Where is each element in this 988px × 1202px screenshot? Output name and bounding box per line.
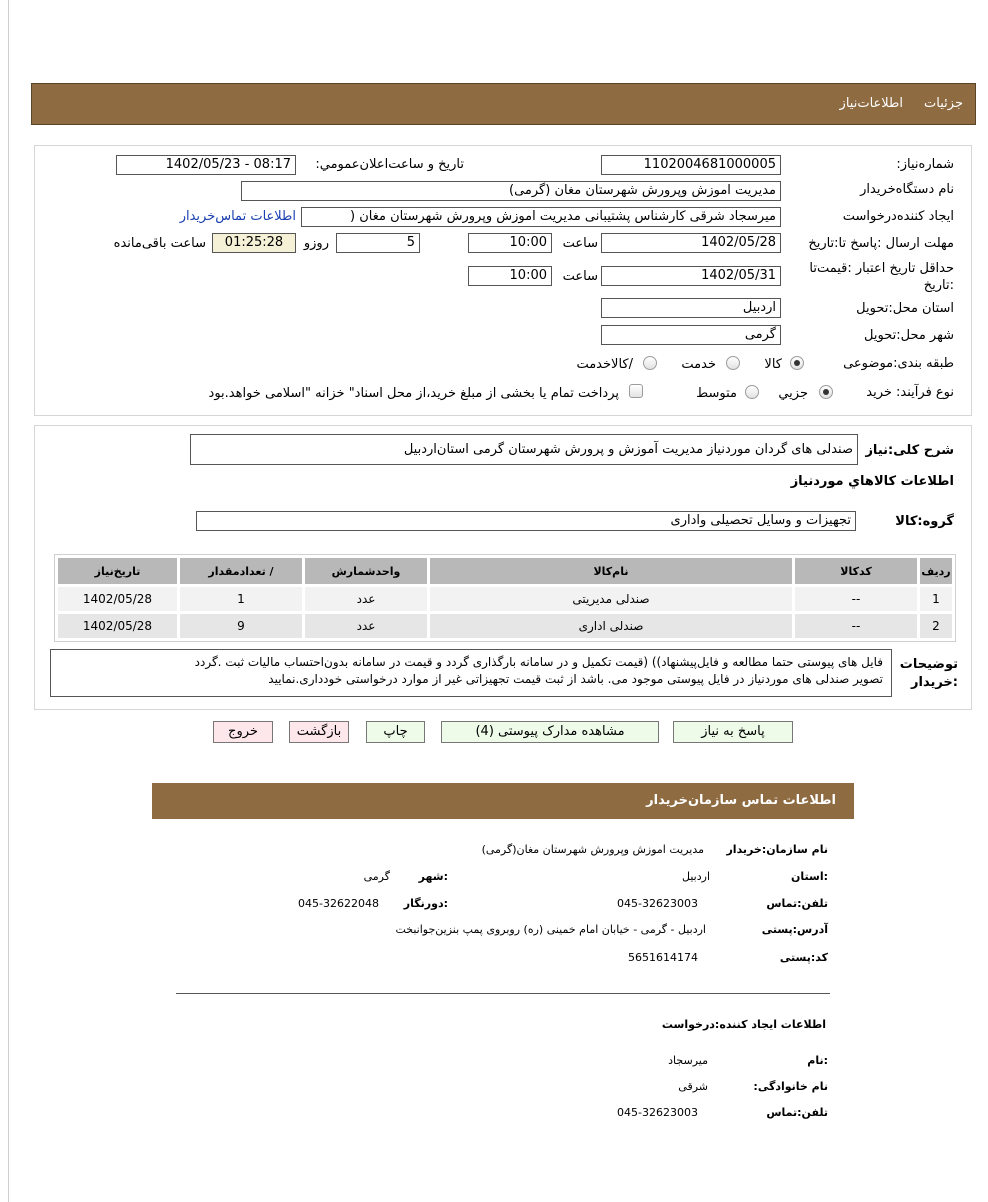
tab-details[interactable]: جزئیات (924, 96, 963, 111)
category-goods-label: کالا (764, 357, 782, 372)
group-label: گروه:کالا (895, 514, 954, 529)
cell-unit: عدد (305, 614, 427, 638)
col-qty: / تعدادمقدار (180, 558, 302, 584)
contact-postal-value: 5651614174 (628, 951, 698, 964)
cell-name: صندلی اداری (430, 614, 792, 638)
need-number-label: شماره‌نیاز: (896, 157, 954, 172)
buyer-contact-link[interactable]: اطلاعات تماس‌خریدار (179, 209, 296, 224)
announce-label: تاریخ و ساعت‌اعلان‌عمومي: (315, 157, 464, 172)
province-label: استان محل:تحویل (856, 301, 954, 316)
creator-family-value: شرقی (678, 1080, 708, 1093)
process-label: نوع فرآیند: خرید (866, 385, 954, 400)
remaining-time-label: ساعت باقی‌مانده (113, 236, 206, 251)
contact-org-label: نام سازمان:خریدار (726, 843, 828, 856)
cell-unit: عدد (305, 587, 427, 611)
table-header-row (58, 558, 952, 584)
process-medium-label: متوسط (696, 386, 737, 401)
contact-fax-value: 045-32622048 (298, 897, 379, 910)
items-heading: اطلاعات کالاهاي موردنياز (790, 474, 954, 489)
contact-address-label: آدرس:پستی (761, 923, 828, 936)
radio-process-medium[interactable] (745, 385, 759, 399)
buyer-notes-label: توضیحات (899, 657, 958, 672)
creator-name-label: :نام (807, 1054, 828, 1067)
days-field: 5 (336, 233, 420, 253)
back-button[interactable]: بازگشت (289, 721, 349, 743)
col-code: کدکالا (795, 558, 917, 584)
exit-button[interactable]: خروج (213, 721, 273, 743)
announce-datetime-field: 1402/05/23 - 08:17 (116, 155, 296, 175)
creator-heading: اطلاعات ایجاد کننده:درخواست (661, 1018, 826, 1031)
category-label: طبقه بندی:موضوعی (843, 356, 954, 371)
validity-time-field: 10:00 (468, 266, 552, 286)
validity-label: حداقل تاریخ اعتبار :قیمت‌تا (809, 261, 954, 276)
reply-button[interactable]: پاسخ به نیاز (673, 721, 793, 743)
buyer-org-label: نام دستگاه‌خریدار (860, 182, 954, 197)
validity-time-label: ساعت (562, 269, 598, 284)
validity-label-date: :تاریخ (923, 278, 954, 293)
general-desc-field: صندلی های گردان موردنیاز مدیریت آموزش و پرورش شهرستان گرمی استان‌اردبیل (190, 434, 858, 465)
col-row: ردیف (920, 558, 952, 584)
contact-org-value: مدیریت اموزش وپرورش شهرستان مغان(گرمی) (481, 843, 704, 856)
page-left-border (8, 0, 9, 1202)
cell-code: -- (795, 587, 917, 611)
cell-row: 1 (920, 587, 952, 611)
buyer-notes-line-1: فایل های پیوستی حتما مطالعه و فایل‌پیشنهاد)) (قیمت تکمیل و در سامانه بارگذاری گردد و قیمت در سامانه بدون‌احتساب مالیات ثبت .گردد (194, 655, 883, 669)
treasury-payment-checkbox[interactable] (629, 384, 643, 398)
creator-label: ایجاد کننده‌درخواست (842, 209, 954, 224)
buyer-notes-field (50, 649, 892, 697)
col-unit: واحدشمارش (305, 558, 427, 584)
cell-date: 1402/05/28 (58, 614, 177, 638)
creator-family-label: نام خانوادگی: (753, 1080, 828, 1093)
need-number-field: 1102004681000005 (601, 155, 781, 175)
cell-code: -- (795, 614, 917, 638)
radio-category-service[interactable] (726, 356, 740, 370)
validity-date-field: 1402/05/31 (601, 266, 781, 286)
col-name: نام‌کالا (430, 558, 792, 584)
buyer-notes-line-2: تصویر صندلی های موردنیاز در فایل پیوستی موجود می. باشد از ثبت قیمت تجهیزاتی غیر از موارد درخواستی خودداری.نمایید (268, 672, 883, 686)
items-table (54, 554, 956, 642)
cell-row: 2 (920, 614, 952, 638)
treasury-payment-note: پرداخت تمام یا بخشی از مبلغ خرید،از محل اسناد" خزانه "اسلامی خواهد.بود (208, 386, 619, 401)
contact-title: اطلاعات تماس سازمان‌خریدار (646, 793, 836, 808)
remaining-time-field: 01:25:28 (212, 233, 296, 253)
col-date: تاریخ‌نیاز (58, 558, 177, 584)
contact-city-value: گرمی (363, 870, 390, 883)
attachments-button[interactable]: مشاهده مدارک پیوستی (4) (441, 721, 659, 743)
deadline-time-field: 10:00 (468, 233, 552, 253)
group-field: تجهیزات و وسایل تحصیلی واداری (196, 511, 856, 531)
top-nav-bar (31, 83, 976, 125)
buyer-notes-label-2: :خریدار (911, 675, 958, 690)
deadline-time-label: ساعت (562, 236, 598, 251)
buyer-org-field: مدیریت اموزش وپرورش شهرستان مغان (گرمی) (241, 181, 781, 201)
creator-field: میرسجاد شرقی کارشناس پشتیبانی مدیریت اموزش وپرورش شهرستان مغان ( (301, 207, 781, 227)
contact-divider (176, 993, 830, 994)
radio-category-both[interactable] (643, 356, 657, 370)
cell-qty: 9 (180, 614, 302, 638)
contact-phone-value: 045-32623003 (617, 897, 698, 910)
contact-phone-label: تلفن:تماس (766, 897, 828, 910)
city-field: گرمی (601, 325, 781, 345)
deadline-label: مهلت ارسال :پاسخ تا:تاریخ (808, 236, 954, 251)
print-button[interactable]: چاپ (366, 721, 425, 743)
creator-phone-label: تلفن:تماس (766, 1106, 828, 1119)
city-label: شهر محل:تحویل (864, 328, 954, 343)
cell-date: 1402/05/28 (58, 587, 177, 611)
tab-need-info[interactable]: اطلاعات‌نیاز (839, 96, 903, 111)
creator-name-value: میرسجاد (668, 1054, 708, 1067)
creator-phone-value: 045-32623003 (617, 1106, 698, 1119)
contact-postal-label: کد:پستی (779, 951, 828, 964)
contact-province-label: :استان (791, 870, 828, 883)
table-row (58, 587, 952, 611)
table-row (58, 614, 952, 638)
process-partial-label: جزيي (778, 386, 808, 401)
radio-process-partial[interactable] (819, 385, 833, 399)
contact-header-bar (152, 783, 854, 819)
province-field: اردبیل (601, 298, 781, 318)
contact-province-value: اردبیل (682, 870, 710, 883)
cell-qty: 1 (180, 587, 302, 611)
contact-address-value: اردبیل - گرمی - خیابان امام خمینی (ره) روبروی پمپ بنزین‌جوانبخت (395, 923, 706, 936)
contact-city-label: :شهر (418, 870, 448, 883)
deadline-date-field: 1402/05/28 (601, 233, 781, 253)
cell-name: صندلی مدیریتی (430, 587, 792, 611)
radio-category-goods[interactable] (790, 356, 804, 370)
days-label: روزو (303, 236, 329, 251)
category-both-label: /کالاخدمت (576, 357, 633, 372)
general-desc-label: شرح کلی:نیاز (865, 443, 954, 458)
contact-fax-label: :دورنگار (403, 897, 448, 910)
category-service-label: خدمت (681, 357, 716, 372)
